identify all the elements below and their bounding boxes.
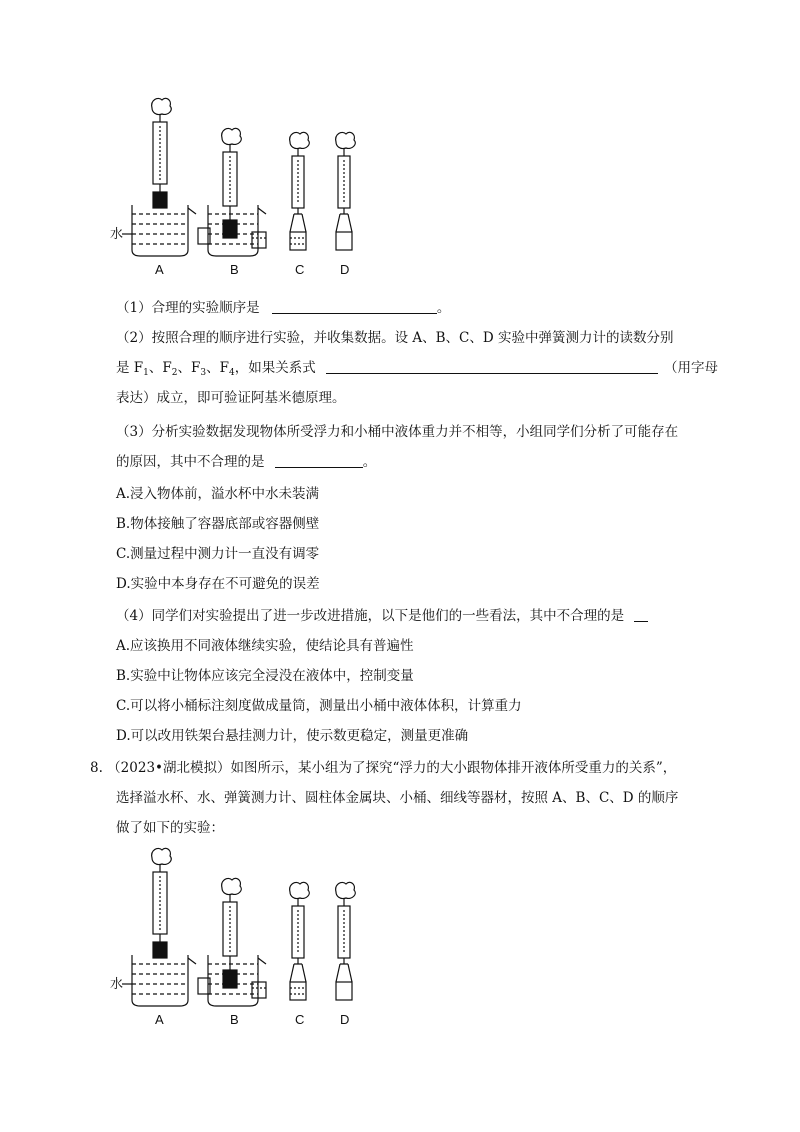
q8-line3: 做了如下的实验： (116, 820, 224, 836)
setup-d-illustration-2 (336, 882, 356, 1000)
answer-blank-1[interactable] (272, 299, 437, 314)
q7-part4-line1: （4）同学们对实验提出了进一步改进措施，以下是他们的一些看法，其中不合理的是 (116, 606, 648, 626)
setup-a-illustration-2 (122, 848, 210, 1006)
setup-c-illustration (290, 132, 310, 250)
q7-part2-line3: 表达）成立，即可验证阿基米德原理。 (116, 390, 346, 406)
label-b-2: B (230, 1012, 239, 1027)
q7-part2-line1: （2）按照合理的顺序进行实验，并收集数据。设 A、B、C、D 实验中弹簧测力计的读数分别 (116, 330, 674, 346)
q7-part4-option-d: D.可以改用铁架台悬挂测力计，使示数更稳定，测量更准确 (116, 728, 469, 744)
q7-part4-option-c: C.可以将小桶标注刻度做成量筒，测量出小桶中液体体积，计算重力 (116, 698, 522, 714)
water-label: 水 (110, 226, 124, 241)
q7-part3-option-a: A.浸入物体前，溢水杯中水未装满 (116, 486, 320, 502)
label-a-2: A (155, 1012, 164, 1027)
setup-b-illustration (208, 128, 266, 256)
label-d-2: D (340, 1012, 350, 1027)
q7-part4-option-b: B.实验中让物体应该完全浸没在液体中，控制变量 (116, 668, 414, 684)
answer-blank-4[interactable] (634, 607, 648, 622)
label-b: B (230, 262, 239, 277)
label-d: D (340, 262, 350, 277)
experiment-figure-1 (100, 90, 400, 280)
label-c-2: C (295, 1012, 305, 1027)
label-c: C (295, 262, 305, 277)
water-label-2: 水 (110, 976, 124, 991)
label-a: A (155, 262, 164, 277)
q8-line1: 8. （2023•湖北模拟）如图所示，某小组为了探究“浮力的大小跟物体排开液体所受重力的关系”， (90, 760, 677, 776)
q7-part1: （1）合理的实验顺序是 。 (116, 300, 451, 316)
experiment-figure-2 (100, 840, 400, 1030)
setup-b-illustration-2 (208, 878, 266, 1006)
setup-c-illustration-2 (290, 882, 310, 1000)
answer-blank-3[interactable] (275, 453, 363, 468)
q7-part3-option-b: B.物体接触了容器底部或容器侧壁 (116, 516, 320, 532)
q7-part3-option-c: C.测量过程中测力计一直没有调零 (116, 546, 320, 562)
answer-blank-2[interactable] (326, 359, 658, 374)
setup-a-illustration (122, 98, 210, 256)
q7-part3-option-d: D.实验中本身存在不可避免的误差 (116, 576, 320, 592)
q7-part2-line2: 是 $F_1$、$F_2$、$F_3$、$F_4$，如果关系式 （用字母 (116, 360, 719, 378)
q7-part3-line1: （3）分析实验数据发现物体所受浮力和小桶中液体重力并不相等，小组同学们分析了可能存在 (116, 424, 679, 440)
q7-part4-option-a: A.应该换用不同液体继续实验，使结论具有普遍性 (116, 638, 414, 654)
experiment-diagram (100, 90, 400, 280)
setup-d-illustration (336, 132, 356, 250)
q8-line2: 选择溢水杯、水、弹簧测力计、圆柱体金属块、小桶、细线等器材，按照 A、B、C、D 的顺序 (116, 790, 679, 806)
experiment-diagram-2 (100, 840, 400, 1030)
q7-part3-line2: 的原因，其中不合理的是 。 (116, 454, 377, 470)
